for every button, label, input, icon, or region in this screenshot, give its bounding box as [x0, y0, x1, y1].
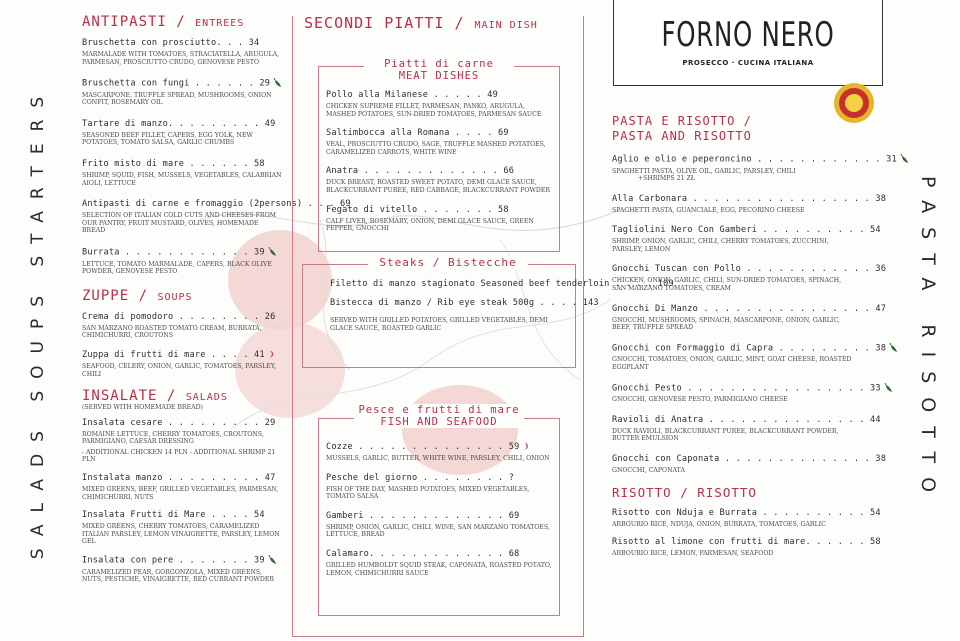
- steaks-section: [330, 256, 674, 332]
- pesce-section: [326, 404, 552, 587]
- menu-item-name: Bruschetta con prosciutto. . . 34: [82, 38, 260, 48]
- pasta-list: [612, 154, 897, 474]
- menu-item: [330, 298, 599, 308]
- menu-item: [326, 128, 552, 156]
- chili-pepper-icon: ❩: [268, 349, 275, 360]
- menu-item: [612, 537, 881, 558]
- carne-subtitle: MEAT DISHES: [398, 70, 480, 82]
- menu-item-name: Gamberi . . . . . . . . . . . . . 69: [326, 510, 520, 521]
- chili-icon: [884, 383, 894, 393]
- menu-item-name: Aglio e olio e peperoncino . . . . . . . . . . . . 31: [612, 154, 852, 165]
- steaks-list: [330, 279, 674, 308]
- menu-item-name: Antipasti di carne e fromaggio (2persons) . . . 69: [82, 199, 351, 210]
- menu-item-name: Calamaro. . . . . . . . . . . . . 68: [326, 548, 520, 559]
- antipasti-list: [82, 38, 351, 276]
- menu-item-name: Gnocchi Pesto . . . . . . . . . . . . . . . . . 33: [612, 383, 852, 394]
- menu-item: [82, 38, 282, 66]
- menu-item: [326, 549, 552, 577]
- menu-item-name: Instalata manzo . . . . . . . . . 47: [82, 473, 276, 484]
- menu-item-name: Insalata cesare . . . . . . . . . 29: [82, 417, 276, 428]
- menu-item-name: Risotto al limone con frutti di mare. . . . . . 58: [612, 537, 881, 547]
- chili-icon: [900, 154, 910, 164]
- secondi-title: SECONDI PIATTI / MAIN DISH: [304, 14, 538, 32]
- menu-item-description: SHRIMP, SQUID, FISH, MUSSELS, VEGETABLES, CALABRIAN AIOLI, LETTUCE: [82, 172, 282, 187]
- menu-item-name: Zuppa di frutti di mare . . . . 41 ❩: [82, 349, 275, 360]
- starters-column: [82, 14, 351, 593]
- menu-item-name: Cozze . . . . . . . . . . . . . . 59 ❩: [326, 442, 530, 452]
- menu-item-description: GNOCCHI, GENOVESE PESTO, PARMIGIANO CHEESE: [612, 396, 788, 404]
- menu-item: [612, 508, 881, 529]
- chili-icon: [889, 343, 899, 353]
- menu-item: [82, 159, 282, 187]
- pesce-subtitle: FISH AND SEAFOOD: [380, 416, 498, 428]
- menu-item-description: LETTUCE, TOMATO MARMALADE, CAPERS, BLACK OLIVE POWDER, GENOVESE PESTO: [82, 260, 273, 276]
- menu-item-description: ARBOURIO RICE, NDUJA, ONION, BURRATA, TOMATOES, GARLIC: [612, 521, 826, 529]
- insalate-list: [82, 418, 282, 584]
- menu-item: [326, 442, 552, 463]
- insalate-note: (SERVED WITH HOMEMADE BREAD): [82, 404, 203, 412]
- menu-item-description: SHRIMP, ONION, GARLIC, CHILI, CHERRY TOMATOES, ZUCCHINI, PARSLEY, LEMON: [612, 238, 829, 253]
- menu-item: [612, 414, 881, 443]
- menu-item-name: Ravioli di Anatra . . . . . . . . . . . . . . . 44: [612, 414, 881, 425]
- zuppe-title: ZUPPE / SOUPS: [82, 287, 193, 304]
- menu-item: [326, 473, 552, 501]
- menu-item: [612, 453, 887, 475]
- menu-item: [82, 418, 282, 464]
- menu-item-description: SEAFOOD, CELERY, ONION, GARLIC, TOMATOES, PARSLEY, CHILI: [82, 362, 277, 378]
- menu-item-description: SPAGHETTI PASTA, OLIVE OIL, GARLIC, PARSLEY, CHILI +SHRIMPS 21 ZŁ: [612, 167, 796, 183]
- menu-item-name: Gnocchi Di Manzo . . . . . . . . . . . . . . . . 47: [612, 303, 887, 314]
- menu-item-description: MARMALADE WITH TOMATOES, STRACIATELLA, ARUGULA, PARMESAN, PROSCIUTTO CRUDO, GENOVESE PESTO: [82, 51, 280, 66]
- menu-item-description: SHRIMP, ONION, GARLIC, CHILI, WINE, SAN MARZANO TOMATOES, LETTUCE, BREAD: [326, 523, 550, 539]
- pasta-title: PASTA E RISOTTO / PASTA AND RISOTTO: [612, 114, 752, 143]
- menu-item-description: CHICKEN, ONION, GARLIC, CHILI, SUN-DRIED TOMATOES, SPINACH, SAN MARZANO TOMATOES, CREAM: [612, 277, 842, 293]
- menu-item: [82, 78, 282, 107]
- carne-title: Piatti di carne: [384, 58, 494, 70]
- menu-item-name: Burrata . . . . . . . . . . . . 39: [82, 247, 282, 258]
- risotto-title: RISOTTO / RISOTTO: [612, 485, 757, 501]
- chili-icon: [273, 78, 283, 88]
- menu-item: [82, 473, 282, 501]
- menu-item-name: Anatra . . . . . . . . . . . . . 66: [326, 166, 515, 177]
- menu-item-name: Pollo alla Milanese . . . . . 49: [326, 90, 498, 100]
- menu-item-description: GRILLED HUMBOLDT SQUID STEAK, CAPONATA, ROASTED POTATO, LEMON, CHIMICHURRI SAUCE: [326, 561, 552, 577]
- logo-title: FORNO NERO: [661, 15, 835, 55]
- menu-item-description: MASCARPONE, TRUFFLE SPREAD, MUSHROOMS, ONION CONFIT, ROSEMARY OIL: [82, 91, 272, 107]
- menu-item-description: SAN MARZANO ROASTED TOMATO CREAM, BURRATA, CHIMICHURRI, CROUTONS: [82, 324, 262, 340]
- menu-item-addon: +SHRIMPS 21 ZŁ: [638, 175, 695, 183]
- menu-item-name: Frito misto di mare . . . . . . 58: [82, 159, 265, 170]
- menu-item-name: Saltimbocca alla Romana . . . . 69: [326, 128, 509, 139]
- menu-item-description: FISH OF THE DAY, MASHED POTATOES, MIXED VEGETABLES, TOMATO SALSA: [326, 485, 530, 501]
- menu-item: [612, 383, 881, 404]
- menu-item-name: Bruschetta con fungi . . . . . . 29: [82, 78, 282, 89]
- pesce-title: Pesce e frutti di mare: [358, 404, 520, 416]
- carne-section: [326, 58, 552, 243]
- antipasti-title: ANTIPASTI / ENTREES: [82, 14, 245, 30]
- menu-item-name: Insalata Frutti di Mare . . . . 54: [82, 510, 265, 521]
- menu-item-description: ROMAINE LETTUCE, CHERRY TOMATOES, CROUTONS, PARMIGIANO, CAESAR DRESSING: [82, 430, 264, 446]
- menu-item-description: GNOCCHI, MUSHROOMS, SPINACH, MASCARPONE, ONION, GARLIC, BEEF, TRUFFLE SPREAD: [612, 316, 840, 332]
- menu-item-description: SEASONED BEEF FILLET, CAPERS, EGG YOLK, NEW POTATOES, TOMATO SALSA, GARLIC CRUMBS: [82, 131, 253, 147]
- pesce-list: [326, 442, 552, 577]
- menu-item-description: DUCK BREAST, ROASTED SWEET POTATO, DEMI GLACE SAUCE, BLACKCURRANT PUREE, RED CABBAGE, BLACKCURRANT POWDER: [326, 179, 551, 194]
- menu-item-description: CHICKEN SUPREME FILLET, PARMESAN, PANKO, ARUGULA, MASHED POTATOES, SUN-DRIED TOMATOES, PARMESAN SAUCE: [326, 103, 542, 118]
- menu-item-name: Fegato di vitello . . . . . . . 58: [326, 204, 509, 215]
- insalate-title: INSALATE / SALADS: [82, 388, 228, 405]
- menu-item-description: DUCK RAVIOLI, BLACKCURRANT PUREE, BLACKCURRANT POWDER, BUTTER EMULSION: [612, 427, 839, 443]
- chili-pepper-icon: ❩: [523, 442, 530, 452]
- menu-item: [326, 511, 552, 539]
- menu-item-description: SELECTION OF ITALIAN COLD CUTS AND CHEESES FROM OUR PANTRY, FRUIT MUSTARD, OLIVES, HOMEMADE BREAD: [82, 212, 276, 235]
- steaks-title: Steaks / Bistecche: [368, 256, 528, 269]
- menu-item: [612, 264, 887, 293]
- menu-item-name: Filetto di manzo stagionato Seasoned beef tenderloin . . . . 109: [330, 279, 674, 289]
- menu-item-name: Tagliolini Nero Con Gamberi . . . . . . . . . . 54: [612, 225, 881, 236]
- pasta-column: [612, 114, 897, 566]
- menu-item-name: Gnocchi con Formaggio di Capra . . . . . . . . . 38: [612, 343, 852, 354]
- menu-item: [82, 199, 351, 235]
- menu-item-name: Tartare di manzo. . . . . . . . . 49: [82, 118, 276, 129]
- menu-item-name: Crema di pomodoro . . . . . . . . 26: [82, 311, 276, 322]
- menu-item-description: MUSSELS, GARLIC, BUTTER, WHITE WINE, PARSLEY, CHILI, ONION: [326, 455, 550, 462]
- menu-item-description: GNOCCHI, TOMATOES, ONION, GARLIC, MINT, GOAT CHEESE, ROASTED EGGPLANT: [612, 356, 852, 371]
- menu-item-name: Gnocchi con Caponata . . . . . . . . . . . . . . 38: [612, 453, 887, 464]
- logo-box: [613, 0, 883, 86]
- menu-item: [612, 343, 887, 372]
- menu-item: [612, 303, 887, 332]
- menu-item: [330, 279, 674, 289]
- menu-item: [82, 247, 282, 276]
- carne-list: [326, 90, 552, 233]
- menu-item: [326, 205, 552, 233]
- menu-item-description: GNOCCHI, CAPONATA: [612, 466, 685, 474]
- zuppe-list: [82, 312, 282, 378]
- menu-item-description: ARBOURIO RICE, LEMON, PARMESAN, SEAFOOD: [612, 550, 774, 557]
- menu-item-name: Bistecca di manzo / Rib eye steak 500g . . . . 143: [330, 298, 599, 308]
- menu-item: [326, 166, 552, 194]
- menu-item-description: VEAL, PROSCIUTTO CRUDO, SAGE, TRUFFLE MASHED POTATOES, CARAMELIZED CARROTS, WHITE WINE: [326, 141, 546, 156]
- menu-item: [612, 225, 881, 253]
- menu-item-description: MIXED GREENS, CHERRY TOMATOES, CARAMELIZED ITALIAN PARSLEY, LEMON VINAIGRETTE, PARSLEY, LEMON GEL: [82, 523, 280, 546]
- chili-icon: [268, 555, 278, 565]
- menu-item-name: Insalata con pere . . . . . . . 39: [82, 555, 282, 566]
- chili-icon: [268, 247, 278, 257]
- menu-item-description: CARAMELIZED PEAR, GORGONZOLA, MIXED GREENS, NUTS, PESTICHE, VINAIGRETTE, RED CURRANT POWDER: [82, 568, 275, 584]
- menu-item: [326, 90, 552, 118]
- menu-item-description: SPAGHETTI PASTA, GUANCIALE, EGG, PECORINO CHEESE: [612, 206, 805, 214]
- menu-item: [82, 119, 282, 147]
- menu-item-name: Pesche del giorno . . . . . . . . ?: [326, 472, 515, 483]
- logo-subtitle: PROSECCO · CUCINA ITALIANA: [682, 59, 814, 67]
- menu-item-name: Alla Carbonara . . . . . . . . . . . . . . . . . 38: [612, 193, 887, 204]
- steaks-description: SERVED WITH GRILLED POTATOES, GRILLED VEGETABLES, DEMI GLACE SAUCE, ROASTED GARLIC: [330, 317, 548, 332]
- menu-item: [82, 350, 282, 378]
- menu-item: [82, 555, 282, 584]
- menu-item: [612, 193, 887, 215]
- menu-item: [612, 154, 897, 183]
- menu-item-name: Risotto con Nduja e Burrata . . . . . . . . . . 54: [612, 508, 881, 519]
- menu-item: [82, 510, 282, 546]
- menu-item: [82, 312, 282, 340]
- menu-item-description: MIXED GREENS, BEEF, GRILLED VEGETABLES, PARMESAN, CHIMICHURRI, NUTS: [82, 486, 279, 501]
- risotto-list: [612, 508, 881, 557]
- menu-item-description: CALF LIVER, ROSEMARY, ONION, DEMI GLACE SAUCE, GREEN PEPPER, GNOCCHI: [326, 217, 534, 233]
- menu-item-name: Gnocchi Tuscan con Pollo . . . . . . . . . . . . 36: [612, 264, 887, 275]
- menu-item-extra: - ADDITIONAL CHICKEN 14 PLN - ADDITIONAL SHRIMP 21 PLN: [82, 448, 276, 464]
